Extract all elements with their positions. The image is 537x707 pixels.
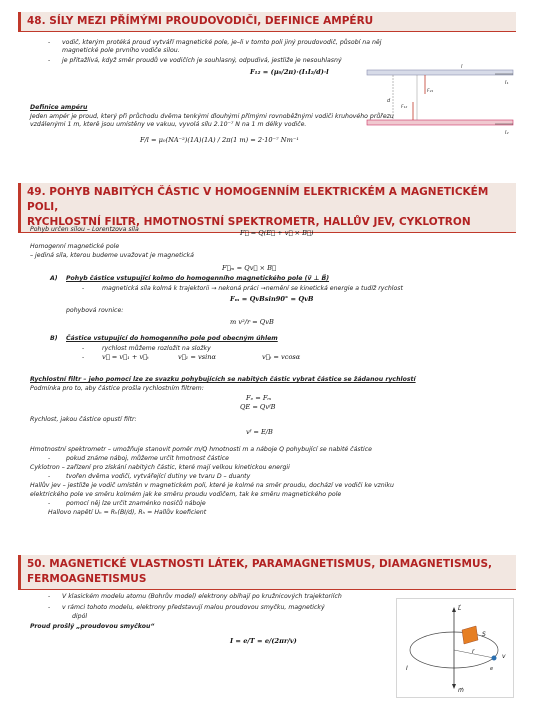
- magnetic-force-formula: F⃗ₘ = Qv⃗ × B⃗: [222, 264, 276, 272]
- parallel-wires-figure: [365, 62, 520, 150]
- velocity-component-t: v⃗ₜ = vcosα: [262, 353, 301, 361]
- figure-frame: [397, 599, 514, 698]
- filter-velocity-formula: vᶠ = E/B: [246, 428, 273, 436]
- fig-label-S: S: [482, 631, 486, 638]
- cyclotron-line: Cyklotron – zařízení pro získání nabitých částic, které mají velkou kinetickou energii: [30, 464, 290, 471]
- fig-label-i2: I₂: [505, 130, 509, 136]
- hall-effect-line1: Hallův jev – jestliže je vodič umístěn v magnetickém poli, které je kolmé na směr proudu, dochází ve vodiči ke vzniku: [30, 482, 394, 489]
- lorentz-formula: F⃗ = Q(E⃗ + v⃗ × B⃗): [240, 229, 314, 237]
- bullet: -: [82, 285, 85, 292]
- electron: [492, 656, 497, 661]
- case-a-label: A): [50, 275, 58, 282]
- magnetic-only-line: – jediná síla, kterou budeme uvažovat je magnetická: [30, 252, 194, 259]
- bullet: -: [48, 455, 51, 462]
- s48-bullet1-line2: magnetické pole prvního vodiče silou.: [62, 47, 180, 54]
- ampere-definition-formula: F/l = μ₀(NA⁻²)(1A)(1A) / 2π(1 m) = 2·10⁻⁷ Nm⁻¹: [140, 136, 299, 144]
- ampere-definition-heading: Definice ampéru: [30, 104, 88, 111]
- velocity-filter-line2: Podmínka pro to, aby částice prošla rychlostním filtrem:: [30, 385, 204, 392]
- fig-label-d: d: [387, 98, 391, 104]
- bullet: -: [48, 39, 51, 46]
- case-a-motion-label: pohybová rovnice:: [66, 307, 124, 314]
- case-a-line1: magnetická síla kolmá k trajektorii → nekoná práci →nemění se kinetická energie a tudíž rychlost: [102, 285, 403, 292]
- wire-1: [367, 70, 513, 75]
- s50-bullet1: V klasickém modelu atomu (Bohrův model) elektrony obíhají po kružnicových trajektoriích: [62, 593, 342, 600]
- fig-label-f21: F₂₁: [427, 89, 434, 94]
- case-b-label: B): [50, 335, 58, 342]
- electron-orbit-figure: [396, 598, 514, 698]
- bullet: -: [48, 604, 51, 611]
- case-a-motion-formula: m v²/r = QvB: [230, 318, 274, 326]
- bullet: -: [48, 57, 51, 64]
- case-a-title: Pohyb částice vstupující kolmo do homogenního magnetického pole (v⃗ ⊥ B⃗): [66, 275, 330, 282]
- bullet: -: [48, 473, 51, 480]
- velocity-component-1: v⃗₁ = vsinα: [178, 353, 216, 361]
- fig-label-e: e: [490, 666, 494, 672]
- ampere-definition-line1: Jeden ampér je proud, který při průchodu dvěma tenkými dlouhými přímými rovnoběžnými vodiči kruhového průřezu: [30, 113, 394, 120]
- current-loop-formula: I = e/T = e/(2πr/v): [230, 637, 297, 645]
- case-b-title: Částice vstupující do homogenního pole pod obecným úhlem: [66, 335, 278, 342]
- mass-spectrometer-line: Hmotnostní spektrometr – umožňuje stanovit poměr m/Q hmotnosti m a náboje Q pohybující se nabité částice: [30, 446, 372, 453]
- filter-condition-1: Fₑ = Fₘ: [246, 394, 272, 402]
- cyclotron-line2: tvořen dvěma vodiči, vytvářející dutiny ve tvaru D – duanty: [66, 473, 251, 480]
- filter-condition-2: QE = QvᶠB: [240, 403, 276, 411]
- s48-bullet2: je přitažlivá, když směr proudů ve vodičích je souhlasný, odpudivá, jestliže je nesouhlasný: [62, 57, 342, 64]
- case-a-force-formula: Fₘ = QvBsin90° = QvB: [230, 295, 314, 303]
- ampere-definition-line2: vzdálenými 1 m, kterě jsou umístěny ve vakuu, vyvolá sílu 2.10⁻⁷ N na 1 m délky vodiče.: [30, 121, 307, 128]
- case-b-line1: rychlost můžeme rozložit na složky: [102, 345, 211, 352]
- fig-label-v: v: [502, 653, 506, 660]
- fig-label-r: r: [472, 648, 475, 655]
- section-48-title: 48. SÍLY MEZI PŘÍMÝMI PROUDOVODIČI, DEFINICE AMPÉRU: [18, 12, 516, 32]
- s48-bullet1-line1: vodič, kterým protéká proud vytváří magnetické pole, je–li v tomto poli jiný proudovodič, působí na něj: [62, 39, 382, 46]
- bullet: -: [48, 500, 51, 507]
- bullet: -: [82, 345, 85, 352]
- velocity-decomposition: v⃗ = v⃗₁ + v⃗ₜ: [102, 353, 149, 361]
- section-50-title-line1: 50. MAGNETICKÉ VLASTNOSTI LÁTEK, PARAMAGNETISMUS, DIAMAGNETISMUS,: [27, 558, 493, 570]
- section-49-title-line2: RYCHLOSTNÍ FILTR, HMOTNOSTNÍ SPEKTROMETR, HALLŮV JEV, CYKLOTRON: [27, 216, 471, 228]
- bullet: -: [82, 354, 85, 361]
- ampere-force-formula: F₁₂ = (μ₀/2π)·(I₁I₂/d)·l: [250, 68, 329, 76]
- section-50-title: [18, 555, 516, 590]
- section-49-title-line1: 49. POHYB NABITÝCH ČÁSTIC V HOMOGENNÍM ELEKTRICKÉM A MAGNETICKÉM POLI,: [27, 186, 489, 213]
- bullet: -: [48, 593, 51, 600]
- lorentz-line: Pohyb určen silou – Lorentzova síla: [30, 226, 139, 233]
- current-loop-label: Proud prošlý „proudovou smyčkou“: [30, 623, 155, 630]
- fig-label-i1: I₁: [505, 80, 509, 86]
- velocity-filter-line3: Rychlost, jakou částice opustí filtr:: [30, 416, 137, 423]
- section-50-title-line2: FERMOAGNETISMUS: [27, 573, 147, 585]
- fig-label-I: I: [406, 665, 408, 672]
- velocity-filter-line1: [30, 376, 416, 384]
- fig-label-l: l: [461, 64, 463, 70]
- homogeneous-field-line: Homogenní magnetické pole: [30, 243, 120, 250]
- velocity-filter-text: Rychlostní filtr – jeho pomocí lze ze svazku pohybujících se nabitých částic vybrat částice se žádanou rychlostí: [30, 376, 416, 383]
- hall-voltage-line: Hallovo napětí Uₕ = Rₕ(BI/d), Rₕ = Hallův koeficient: [48, 509, 207, 516]
- fig-label-L: L⃗: [458, 605, 462, 612]
- fig-label-f12: F₁₂: [401, 105, 408, 110]
- mass-spectrometer-line2: pokud známe náboj, můžeme určit hmotnost částice: [66, 455, 229, 462]
- s50-bullet2-line2: dipól: [72, 613, 88, 620]
- hall-effect-line2: elektrického pole ve směru kolmém jak ke směru proudu vodičem, tak ke směru magnetického pole: [30, 491, 342, 498]
- fig-label-m: m⃗: [458, 687, 464, 694]
- s50-bullet2-line1: v rámci tohoto modelu, elektrony představují malou proudovou smyčku, magnetický: [62, 604, 325, 611]
- hall-effect-line3: pomocí něj lze určit znaménko nosičů náboje: [66, 500, 206, 507]
